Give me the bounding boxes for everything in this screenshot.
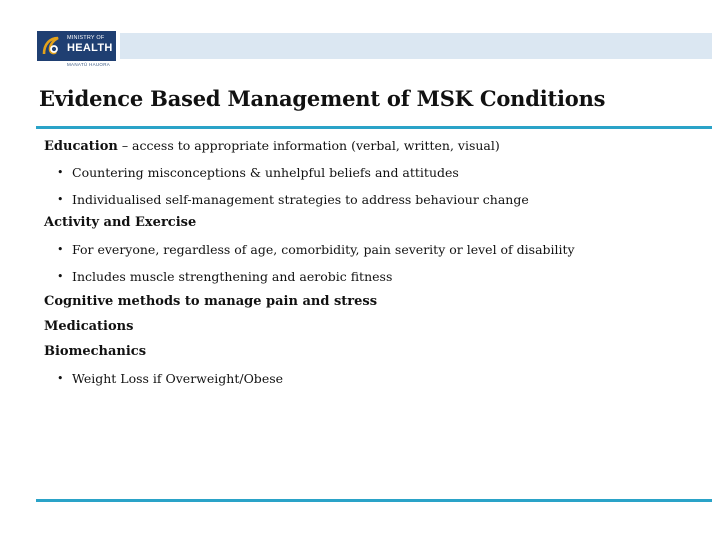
slide-body	[44, 137, 704, 388]
content-section	[44, 137, 704, 209]
koru-logo-icon	[40, 34, 64, 58]
section-heading-label: Cognitive methods to manage pain and stress	[44, 294, 378, 309]
section-heading	[44, 343, 704, 361]
header-banner-bar	[120, 33, 712, 59]
section-heading	[44, 293, 704, 311]
bullet-item: • Individualised self-management strategies to address behaviour change	[44, 191, 704, 209]
bullet-list	[44, 241, 704, 286]
logo-ministry-text: MINISTRY OF	[67, 35, 105, 41]
bullet-item: • For everyone, regardless of age, comorbidity, pain severity or level of disability	[44, 241, 704, 259]
section-heading	[44, 318, 704, 336]
section-heading-label: Biomechanics	[44, 344, 147, 359]
content-section	[44, 214, 704, 286]
bullet-item: • Weight Loss if Overweight/Obese	[44, 370, 704, 388]
content-section	[44, 293, 704, 311]
content-section	[44, 318, 704, 336]
logo-health-text: HEALTH	[67, 42, 113, 54]
bullet-list	[44, 164, 704, 209]
footer-divider	[36, 499, 712, 502]
section-heading-description: – access to appropriate information (verbal, written, visual)	[117, 138, 500, 153]
logo-subtitle: MANATŪ HAUORA	[67, 62, 111, 67]
bullet-item: • Includes muscle strengthening and aerobic fitness	[44, 268, 704, 286]
content-section	[44, 343, 704, 388]
section-heading	[44, 137, 704, 155]
title-divider	[36, 126, 712, 129]
ministry-of-health-logo	[37, 31, 116, 61]
section-heading	[44, 214, 704, 232]
section-heading-label: Activity and Exercise	[44, 215, 197, 230]
section-heading-label: Medications	[44, 319, 134, 334]
slide-title: Evidence Based Management of MSK Conditions	[39, 86, 606, 111]
bullet-list	[44, 370, 704, 388]
bullet-item: • Countering misconceptions & unhelpful beliefs and attitudes	[44, 164, 704, 182]
section-heading-label: Education	[44, 139, 118, 154]
